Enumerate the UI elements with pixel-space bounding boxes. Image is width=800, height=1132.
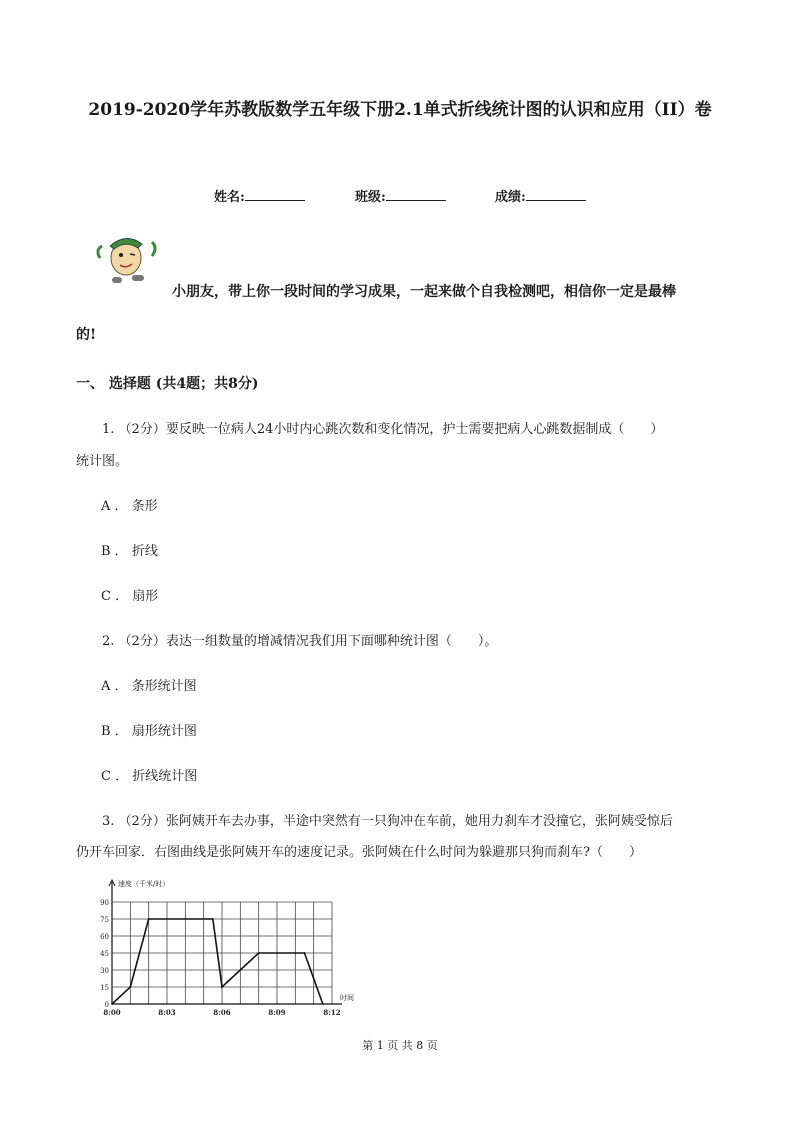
name-field[interactable] xyxy=(214,186,305,205)
question-2 xyxy=(76,630,732,649)
name-blank[interactable] xyxy=(245,188,305,201)
question-1-option-b[interactable]: B ． 折线 xyxy=(101,544,158,559)
greeting-line-1: 小朋友，带上你一段时间的学习成果，一起来做个自我检测吧，相信你一定是最棒 xyxy=(172,284,676,300)
question-number: 1. xyxy=(102,422,115,437)
question-text: （2分）要反映一位病人24小时内心跳次数和变化情况，护士需要把病人心跳数据制成（ ） xyxy=(118,422,664,437)
question-number: 3. xyxy=(102,814,115,829)
mascot-icon xyxy=(90,228,162,288)
data-point xyxy=(111,1003,113,1005)
question-1-option-a[interactable]: A ． 条形 xyxy=(101,499,158,514)
score-blank[interactable] xyxy=(526,188,586,201)
x-tick-label: 8:06 xyxy=(213,1008,231,1017)
y-tick-label: 75 xyxy=(100,916,109,924)
question-number: 2. xyxy=(102,634,115,649)
question-text: （2分）张阿姨开车去办事，半途中突然有一只狗冲在车前，她用力刹车才没撞它，张阿姨受惊后 xyxy=(118,814,673,829)
question-3-continued: 仍开车回家．右图曲线是张阿姨开车的速度记录。张阿姨在什么时间为躲避那只狗而刹车?（ ） xyxy=(76,845,642,860)
class-blank[interactable] xyxy=(386,188,446,201)
document-title: 2019-2020学年苏教版数学五年级下册2.1单式折线统计图的认识和应用（II）卷 xyxy=(88,100,712,120)
data-point xyxy=(212,918,214,920)
data-point xyxy=(304,952,306,954)
speed-line-chart xyxy=(96,876,366,1028)
data-point xyxy=(129,986,131,988)
class-label: 班级: xyxy=(355,190,386,205)
y-tick-label: 15 xyxy=(100,984,109,992)
y-tick-label: 60 xyxy=(100,933,109,941)
question-1-option-c[interactable]: C ． 扇形 xyxy=(101,589,159,604)
question-2-option-c[interactable]: C ． 折线统计图 xyxy=(101,769,198,784)
score-label: 成绩: xyxy=(495,190,526,205)
class-field[interactable] xyxy=(355,186,446,205)
question-2-option-a[interactable]: A ． 条形统计图 xyxy=(101,679,197,694)
data-point xyxy=(258,952,260,954)
speed-series-line xyxy=(112,919,323,1004)
x-axis-label: 时间 xyxy=(340,994,354,1002)
data-point xyxy=(148,918,150,920)
name-label: 姓名: xyxy=(214,190,245,205)
page-footer: 第 1 页 共 8 页 xyxy=(362,1039,438,1052)
y-tick-label: 30 xyxy=(100,967,109,975)
question-text: （2分）表达一组数量的增减情况我们用下面哪种统计图（ ）。 xyxy=(118,634,498,649)
x-tick-label: 8:03 xyxy=(158,1008,176,1017)
question-2-option-b[interactable]: B ． 扇形统计图 xyxy=(101,724,197,739)
x-tick-label: 8:12 xyxy=(323,1008,341,1017)
greeting-line-2: 的! xyxy=(76,327,97,343)
data-point xyxy=(322,1003,324,1005)
question-1-continued: 统计图。 xyxy=(76,454,129,469)
x-tick-label: 8:00 xyxy=(103,1008,121,1017)
y-tick-label: 0 xyxy=(104,1001,109,1009)
score-field[interactable] xyxy=(495,186,586,205)
y-tick-label: 90 xyxy=(100,899,109,907)
section-title: 一、 选择题 (共4题；共8分) xyxy=(76,376,259,392)
y-tick-label: 45 xyxy=(100,950,109,958)
data-point xyxy=(221,986,223,988)
question-1 xyxy=(76,418,732,437)
x-tick-label: 8:09 xyxy=(268,1008,286,1017)
y-axis-label: 速度（千米/时） xyxy=(118,880,170,888)
question-3 xyxy=(76,810,732,829)
